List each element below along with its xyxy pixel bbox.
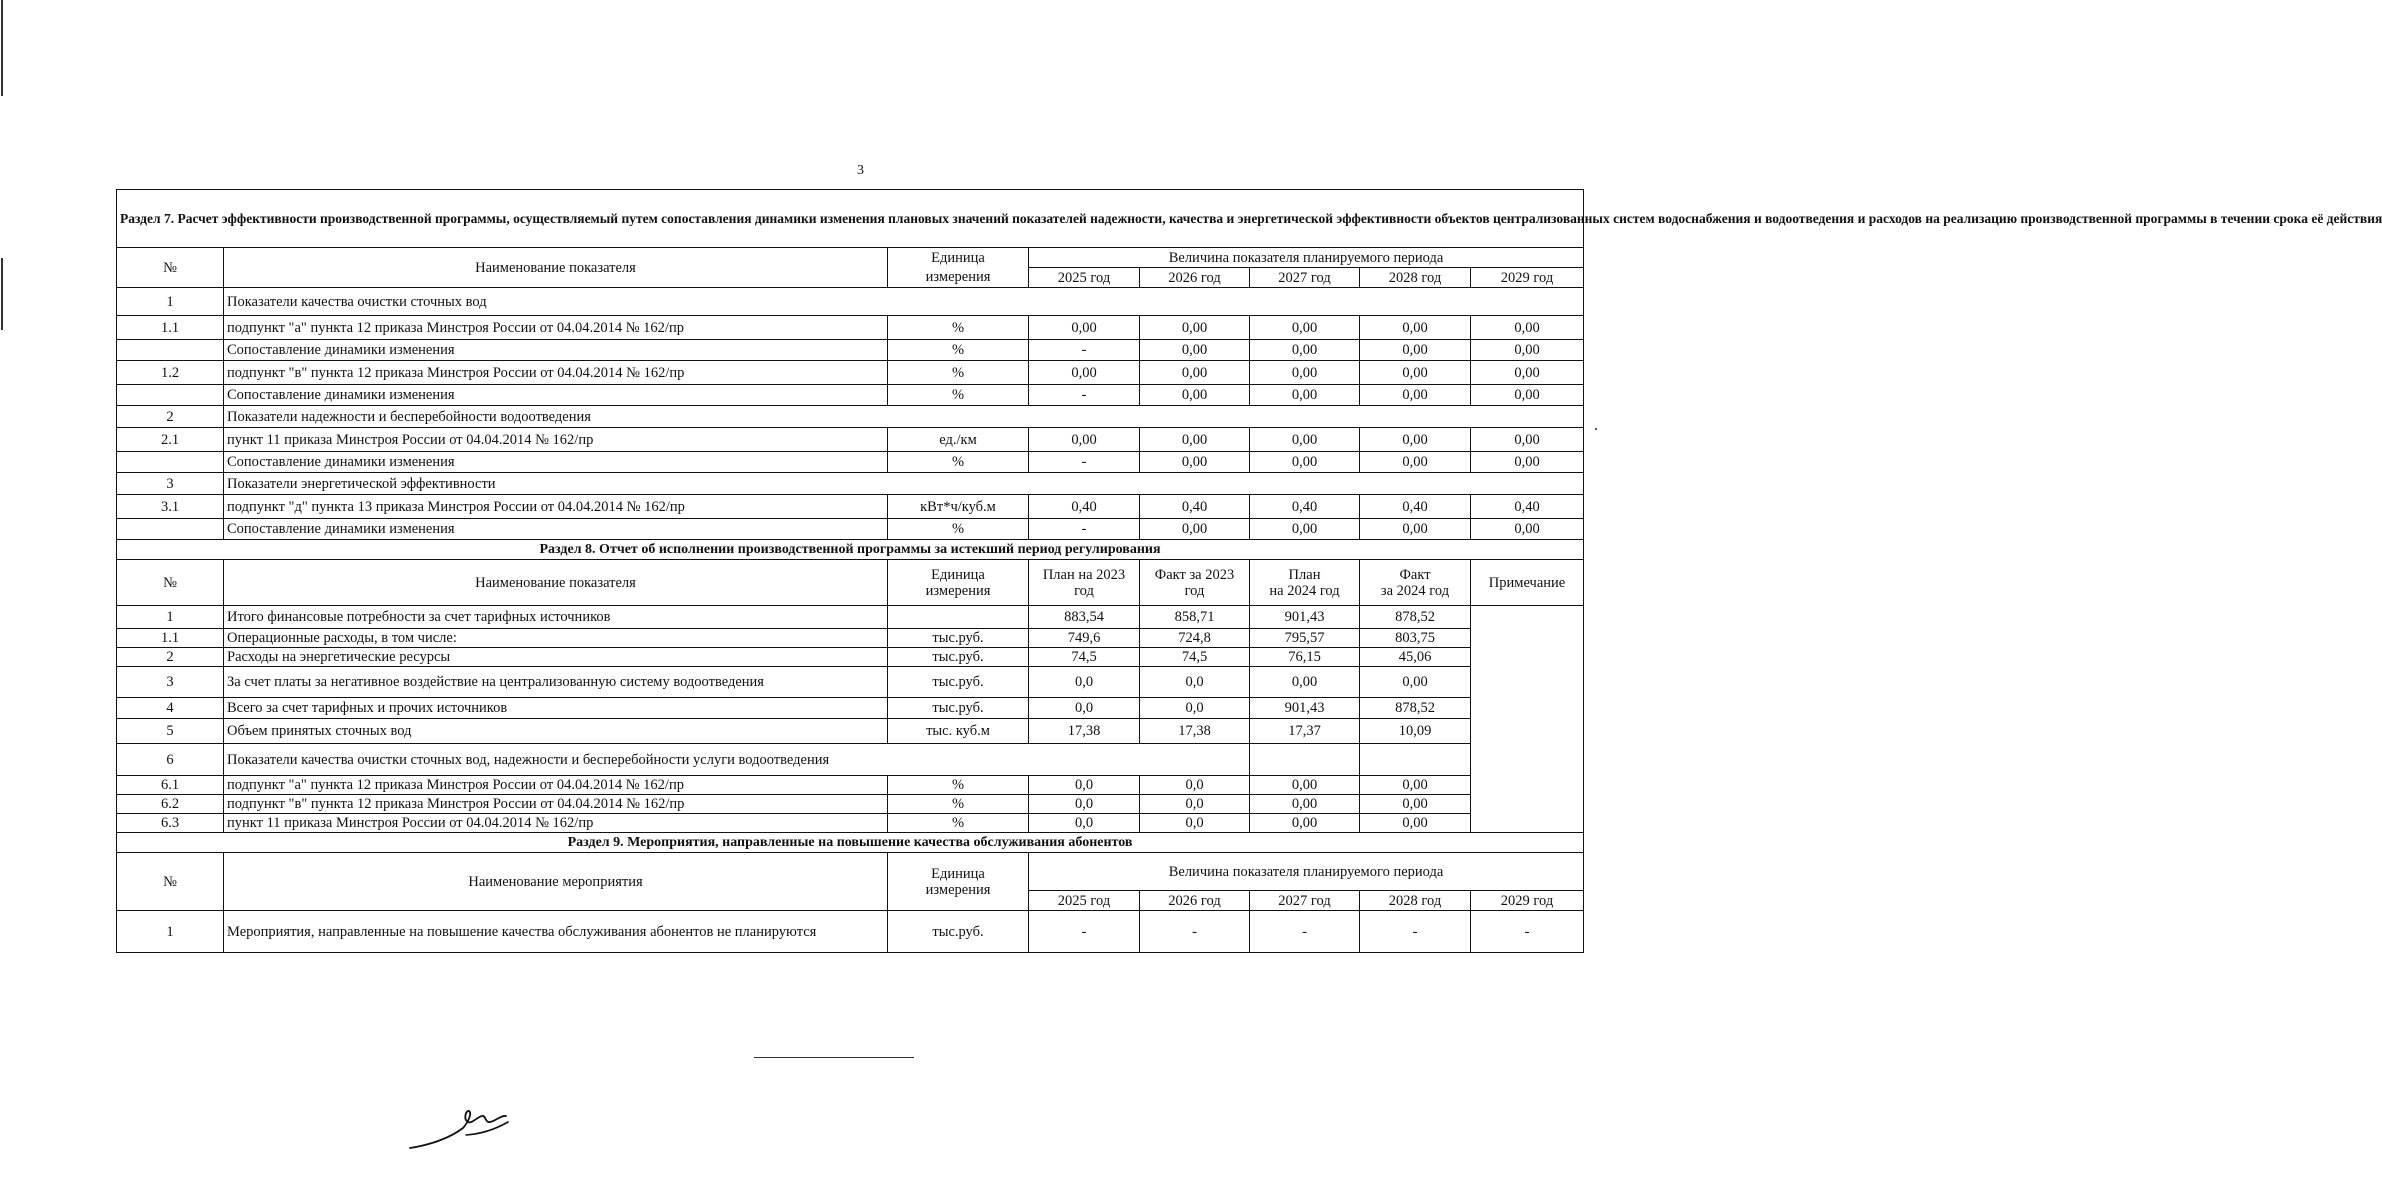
value-cell: - [1029,385,1140,406]
value-cell: 878,52 [1360,698,1471,719]
unit-cell: % [888,795,1029,814]
header-plan-2023: План на 2023 год [1029,560,1140,606]
row-number: 3 [117,667,224,698]
row-number: 2 [117,406,224,428]
value-cell: 0,00 [1471,316,1584,340]
value-cell: 0,00 [1471,361,1584,385]
table-row [117,814,1584,833]
value-cell: 0,0 [1029,814,1140,833]
indicator-name: Расходы на энергетические ресурсы [224,648,888,667]
value-cell: 0,00 [1360,519,1471,540]
indicator-name: Сопоставление динамики изменения [224,340,888,361]
header-no: № [117,560,224,606]
table-row [117,406,1584,428]
value-cell: 0,00 [1471,519,1584,540]
unit-cell: кВт*ч/куб.м [888,495,1029,519]
value-cell: 0,00 [1360,428,1471,452]
value-cell [1360,744,1471,776]
table-row [117,361,1584,385]
header-no: № [117,248,224,288]
indicator-name: Объем принятых сточных вод [224,719,888,744]
value-cell: 0,40 [1029,495,1140,519]
separator-line [754,1057,914,1058]
unit-cell: % [888,340,1029,361]
value-cell: 0,00 [1250,667,1360,698]
header-fact-2023: Факт за 2023 год [1140,560,1250,606]
header-note: Примечание [1471,560,1584,606]
table-row [117,540,1584,560]
row-number: 4 [117,698,224,719]
unit-cell [888,606,1029,629]
section7-title: Раздел 7. Расчет эффективности производственной программы, осуществляемый путем сопоставления динамики изменения плановых значений показателей надежности, качества и энергетической эффективности объектов централизованных систем водоснабжения и водоотведения и расходов на реализацию производственной программы в течении срока её действия [117,190,1584,248]
header-unit: Единица [888,248,1029,268]
unit-cell: тыс.руб. [888,629,1029,648]
indicator-name: подпункт "а" пункта 12 приказа Минстроя России от 04.04.2014 № 162/пр [224,316,888,340]
header-year: 2025 год [1029,891,1140,911]
value-cell: 0,00 [1250,428,1360,452]
value-cell: - [1029,519,1140,540]
header-event-name: Наименование мероприятия [224,853,888,911]
unit-cell: % [888,385,1029,406]
table-row [117,648,1584,667]
row-number [117,519,224,540]
value-cell: 45,06 [1360,648,1471,667]
value-cell: 0,00 [1250,795,1360,814]
value-cell: 883,54 [1029,606,1140,629]
value-cell: 0,00 [1360,667,1471,698]
value-cell: 878,52 [1360,606,1471,629]
table-row [117,667,1584,698]
value-cell: 901,43 [1250,606,1360,629]
unit-cell: тыс.руб. [888,648,1029,667]
table-row [117,473,1584,495]
header-unit: Единица измерения [888,560,1029,606]
table-row [117,340,1584,361]
indicator-name: Сопоставление динамики изменения [224,452,888,473]
indicator-name: Операционные расходы, в том числе: [224,629,888,648]
table-row [117,452,1584,473]
value-cell: 0,00 [1471,452,1584,473]
unit-cell: % [888,776,1029,795]
value-cell: 76,15 [1250,648,1360,667]
header-no: № [117,853,224,911]
header-year: 2028 год [1360,891,1471,911]
header-year: 2029 год [1471,268,1584,288]
header-indicator-name: Наименование показателя [224,560,888,606]
table-row [117,719,1584,744]
value-cell: 0,00 [1360,361,1471,385]
value-cell: 724,8 [1140,629,1250,648]
table-row [117,519,1584,540]
value-cell: 0,0 [1140,795,1250,814]
value-cell: 0,00 [1471,385,1584,406]
header-fact-2024: Факт за 2024 год [1360,560,1471,606]
value-cell: 17,37 [1250,719,1360,744]
value-cell: 0,00 [1250,519,1360,540]
section9-title: Раздел 9. Мероприятия, направленные на повышение качества обслуживания абонентов [117,833,1584,853]
indicator-name: Сопоставление динамики изменения [224,519,888,540]
value-cell: 0,40 [1360,495,1471,519]
value-cell: - [1140,911,1250,953]
table-row [117,911,1584,953]
header-year: 2026 год [1140,891,1250,911]
table-row [117,428,1584,452]
value-cell: 0,40 [1250,495,1360,519]
group-heading: Показатели качества очистки сточных вод, надежности и бесперебойности услуги водоотведения [224,744,1250,776]
value-cell: 795,57 [1250,629,1360,648]
header-unit-2: измерения [888,268,1029,288]
row-number: 1 [117,606,224,629]
value-cell: 17,38 [1140,719,1250,744]
unit-cell: ед./км [888,428,1029,452]
value-cell: 0,00 [1250,316,1360,340]
event-name: Мероприятия, направленные на повышение качества обслуживания абонентов не планируются [224,911,888,953]
unit-cell: % [888,361,1029,385]
unit-cell: % [888,316,1029,340]
value-cell: - [1029,452,1140,473]
value-cell: 0,00 [1250,776,1360,795]
header-planned-period: Величина показателя планируемого периода [1029,853,1584,891]
value-cell: 901,43 [1250,698,1360,719]
group-heading: Показатели надежности и бесперебойности водоотведения [224,406,1584,428]
value-cell: 0,00 [1140,385,1250,406]
table-row [117,385,1584,406]
value-cell: 0,00 [1360,452,1471,473]
value-cell: 0,00 [1250,452,1360,473]
value-cell: 0,00 [1140,428,1250,452]
value-cell: 0,00 [1140,519,1250,540]
value-cell: 0,00 [1471,340,1584,361]
header-indicator-name: Наименование показателя [224,248,888,288]
value-cell: 10,09 [1360,719,1471,744]
value-cell: 0,00 [1250,340,1360,361]
table-row [117,190,1584,248]
value-cell: 858,71 [1140,606,1250,629]
row-number: 6.3 [117,814,224,833]
value-cell: - [1250,911,1360,953]
value-cell: 0,00 [1140,361,1250,385]
unit-cell: тыс.руб. [888,698,1029,719]
table-row [117,853,1584,891]
header-year: 2027 год [1250,891,1360,911]
row-number: 1.1 [117,316,224,340]
value-cell: 0,00 [1360,795,1471,814]
indicator-name: подпункт "а" пункта 12 приказа Минстроя России от 04.04.2014 № 162/пр [224,776,888,795]
header-year: 2025 год [1029,268,1140,288]
row-number: 1 [117,288,224,316]
table-row [117,629,1584,648]
value-cell: - [1471,911,1584,953]
page-number: 3 [857,163,864,178]
indicator-name: пункт 11 приказа Минстроя России от 04.04.2014 № 162/пр [224,428,888,452]
row-number: 1 [117,911,224,953]
value-cell: 0,00 [1140,316,1250,340]
value-cell: - [1029,911,1140,953]
unit-cell: тыс. куб.м [888,719,1029,744]
value-cell: 74,5 [1140,648,1250,667]
header-plan-2024: План на 2024 год [1250,560,1360,606]
value-cell: 0,00 [1360,814,1471,833]
row-number: 3.1 [117,495,224,519]
indicator-name: Сопоставление динамики изменения [224,385,888,406]
indicator-name: подпункт "в" пункта 12 приказа Минстроя России от 04.04.2014 № 162/пр [224,795,888,814]
note-cell [1471,606,1584,833]
row-number: 6.1 [117,776,224,795]
value-cell: 0,00 [1250,385,1360,406]
row-number: 6 [117,744,224,776]
row-number: 5 [117,719,224,744]
indicator-name: подпункт "в" пункта 12 приказа Минстроя России от 04.04.2014 № 162/пр [224,361,888,385]
scan-dot [1595,428,1597,430]
group-heading: Показатели энергетической эффективности [224,473,1584,495]
row-number [117,340,224,361]
value-cell: 0,0 [1140,814,1250,833]
value-cell [1250,744,1360,776]
value-cell: 0,00 [1029,428,1140,452]
value-cell: 0,0 [1140,667,1250,698]
value-cell: 17,38 [1029,719,1140,744]
row-number: 1.2 [117,361,224,385]
indicator-name: Итого финансовые потребности за счет тарифных источников [224,606,888,629]
table-row [117,495,1584,519]
scan-edge-mark-bottom [1,258,3,330]
value-cell: 0,0 [1140,698,1250,719]
value-cell: 0,00 [1360,316,1471,340]
value-cell: 0,00 [1360,385,1471,406]
value-cell: 0,40 [1140,495,1250,519]
scan-edge-mark-top [1,0,3,96]
value-cell: 0,00 [1360,776,1471,795]
row-number: 6.2 [117,795,224,814]
value-cell: 0,40 [1471,495,1584,519]
row-number: 2 [117,648,224,667]
unit-cell: % [888,519,1029,540]
value-cell: 0,00 [1360,340,1471,361]
document-table [116,189,2382,953]
value-cell: 0,0 [1029,795,1140,814]
value-cell: 0,00 [1029,361,1140,385]
table-row [117,833,1584,853]
table-row [117,776,1584,795]
header-unit: Единица измерения [888,853,1029,911]
indicator-name: Всего за счет тарифных и прочих источников [224,698,888,719]
table-row [117,744,1584,776]
indicator-name: пункт 11 приказа Минстроя России от 04.04.2014 № 162/пр [224,814,888,833]
table-row [117,316,1584,340]
table-row [117,248,1584,268]
table-row [117,288,1584,316]
header-year: 2027 год [1250,268,1360,288]
row-number: 2.1 [117,428,224,452]
header-planned-period: Величина показателя планируемого периода [1029,248,1584,268]
unit-cell: % [888,452,1029,473]
value-cell: 74,5 [1029,648,1140,667]
row-number [117,385,224,406]
value-cell: 0,0 [1029,667,1140,698]
row-number: 1.1 [117,629,224,648]
value-cell: 0,00 [1140,340,1250,361]
document-table-body [117,190,2382,953]
section8-title: Раздел 8. Отчет об исполнении производственной программы за истекший период регулирования [117,540,1584,560]
header-year: 2026 год [1140,268,1250,288]
value-cell: 0,00 [1250,814,1360,833]
value-cell: 0,0 [1029,698,1140,719]
value-cell: 0,00 [1029,316,1140,340]
value-cell: 0,00 [1140,452,1250,473]
signature-mark [408,1105,518,1155]
value-cell: 0,00 [1250,361,1360,385]
indicator-name: За счет платы за негативное воздействие на централизованную систему водоотведения [224,667,888,698]
value-cell: 0,0 [1029,776,1140,795]
header-year: 2029 год [1471,891,1584,911]
value-cell: 749,6 [1029,629,1140,648]
group-heading: Показатели качества очистки сточных вод [224,288,1584,316]
row-number: 3 [117,473,224,495]
value-cell: - [1360,911,1471,953]
value-cell: 0,00 [1471,428,1584,452]
table-row [117,606,1584,629]
row-number [117,452,224,473]
value-cell: - [1029,340,1140,361]
table-row [117,698,1584,719]
indicator-name: подпункт "д" пункта 13 приказа Минстроя России от 04.04.2014 № 162/пр [224,495,888,519]
value-cell: 0,0 [1140,776,1250,795]
header-year: 2028 год [1360,268,1471,288]
unit-cell: % [888,814,1029,833]
table-row [117,560,1584,606]
value-cell: 803,75 [1360,629,1471,648]
unit-cell: тыс.руб. [888,667,1029,698]
unit-cell: тыс.руб. [888,911,1029,953]
table-row [117,795,1584,814]
